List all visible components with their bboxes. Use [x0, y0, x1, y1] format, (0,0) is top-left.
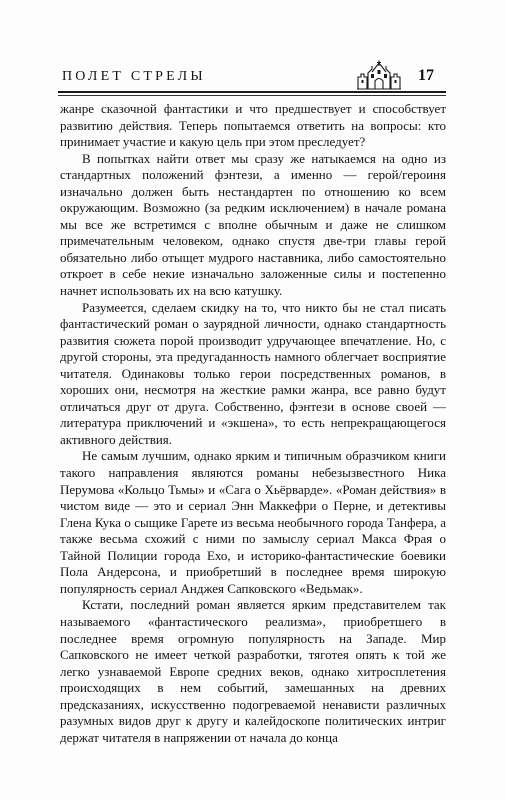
header-rule-thick — [58, 91, 446, 93]
header-rule-thin — [58, 95, 446, 96]
running-title: ПОЛЕТ СТРЕЛЫ — [62, 69, 206, 84]
paragraph-continued: жанре сказочной фантастики и что предшествует и способствует развитию действия. Теперь попытаемся ответить на вопросы: кто принимает участие и какую цель при этом преследует? — [60, 101, 446, 150]
paragraph: Не самым лучшим, однако ярким и типичным образчиком книги такого направления являются романы небезызвестного Ника Перумова «Кольцо Тьмы» и «Сага о Хьёрварде». «Роман действия» в чистом виде — это и сериал Энн Маккефри о Перне, и детективы Глена Кука о сыщике Гарете из весьма необычного города Танфера, а также весьма схожий с ними по замыслу сериал Макса Фрая о Тайной Полиции города Ехо, и историко-фантастические боевики Пола Андерсона, и приобретший в последнее время широкую популярность сериал Анджея Сапковского «Ведьмак». — [60, 448, 446, 596]
paragraph: Кстати, последний роман является ярким представителем так называемого «фантастического реализма», приобретшего в последнее время огромную популярность на Западе. Мир Сапковского не имеет четкой разработки, тяготея опять к той же легко узнаваемой Европе средних веков, однако хитросплетения происходящих в нем событий, замешанных на древних предсказаниях, искусственно подогреваемой ненависти различных разумных видов друг к другу и калейдоскопе политических интриг держат читателя в напряжении от начала до конца — [60, 597, 446, 745]
running-header — [58, 58, 446, 92]
paragraph: В попытках найти ответ мы сразу же натыкаемся на одно из стандартных положений фэнтези, а именно — герой/героиня изначально должен быть нестандартен по отношению ко всем окружающим. Возможно (за редким исключением) в начале романа мы все же встретимся с вполне обычным и даже не слишком примечательным человеком, однако спустя две-три главы герой обязательно либо отыщет мудрого наставника, либо самостоятельно откроет в себе некие изначально заложенные силы и постепенно начнет использовать их на всю катушку. — [60, 150, 446, 299]
paragraph: Разумеется, сделаем скидку на то, что никто бы не стал писать фантастический роман о заурядной личности, однако стандартность развития сюжета порой производит удручающее впечатление. Но, с другой стороны, эта предугаданность намного облегчает восприятие читателя. Одинаковы только герои посредственных романов, в хороших они, несмотря на жесткие рамки жанра, все равно будут отличаться друг от друга. Собственно, фэнтези в основе своей — литература приключений и «экшена», то есть непрекращающегося активного действия. — [60, 299, 446, 447]
page-number: 17 — [418, 67, 434, 84]
body-text — [60, 101, 446, 746]
castle-emblem-icon — [356, 60, 402, 90]
